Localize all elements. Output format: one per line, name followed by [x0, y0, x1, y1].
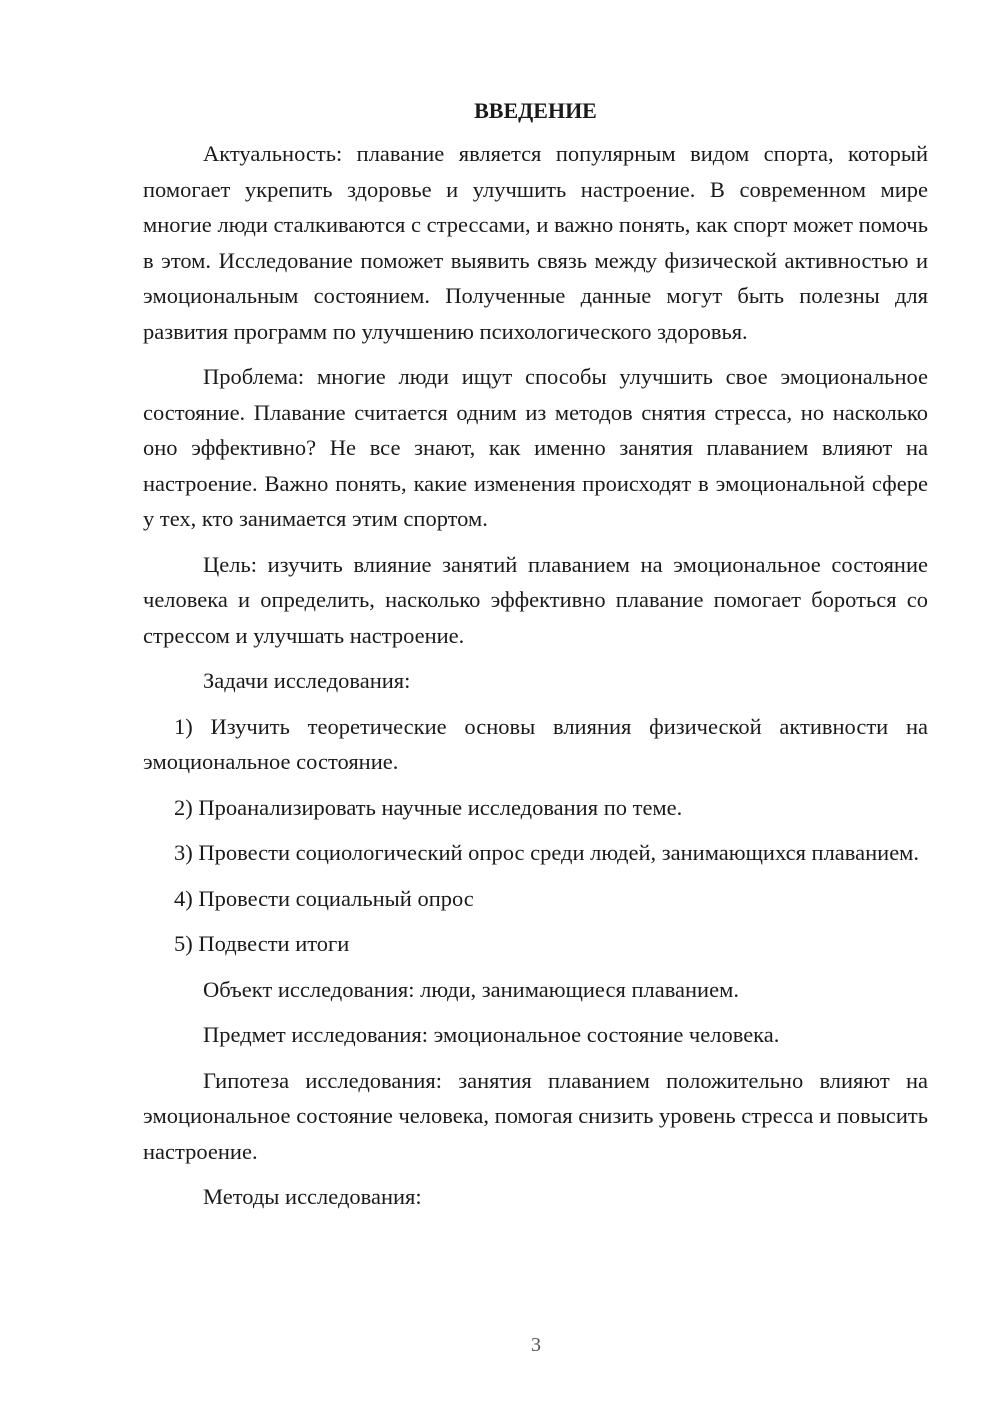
task-item-4: 4) Провести социальный опрос: [174, 885, 474, 911]
document-page: [143, 96, 928, 1225]
hypothesis-paragraph: Гипотеза исследования: занятия плаванием положительно влияют на эмоциональное состояние человека, помогая снизить уровень стресса и повысить настроение.: [143, 1067, 928, 1164]
relevance-paragraph: Актуальность: плавание является популярным видом спорта, который помогает укрепить здоровье и улучшить настроение. В современном мире многие люди сталкиваются с стрессами, и важно понять, как спорт может помочь в этом. Исследование поможет выявить связь между физической активностью и эмоциональным состоянием. Полученные данные могут быть полезны для развития программ по улучшению психологического здоровья.: [143, 141, 928, 344]
problem-paragraph: Проблема: многие люди ищут способы улучшить свое эмоциональное состояние. Плавание считается одним из методов снятия стресса, но насколько оно эффективно? Не все знают, как именно занятия плаванием влияют на настроение. Важно понять, какие изменения происходят в эмоциональной сфере у тех, кто занимается этим спортом.: [143, 364, 928, 531]
task-item-1: 1) Изучить теоретические основы влияния физической активности на эмоциональное состояние.: [143, 713, 928, 774]
task-item-3: 3) Провести социологический опрос среди людей, занимающихся плаванием.: [174, 840, 920, 865]
section-title: ВВЕДЕНИЕ: [474, 98, 597, 123]
task-item-5: 5) Подвести итоги: [174, 931, 350, 956]
task-item-2: 2) Проанализировать научные исследования по теме.: [174, 794, 683, 820]
research-subject-paragraph: Предмет исследования: эмоциональное состояние человека.: [203, 1022, 780, 1047]
research-object-paragraph: Объект исследования: люди, занимающиеся плаванием.: [203, 976, 739, 1002]
methods-heading: Методы исследования:: [203, 1184, 422, 1209]
goal-paragraph: Цель: изучить влияние занятий плаванием на эмоциональное состояние человека и определить, насколько эффективно плавание помогает бороться со стрессом и улучшать настроение.: [143, 551, 928, 648]
tasks-heading: Задачи исследования:: [203, 668, 411, 693]
page-number: 3: [531, 1334, 541, 1356]
